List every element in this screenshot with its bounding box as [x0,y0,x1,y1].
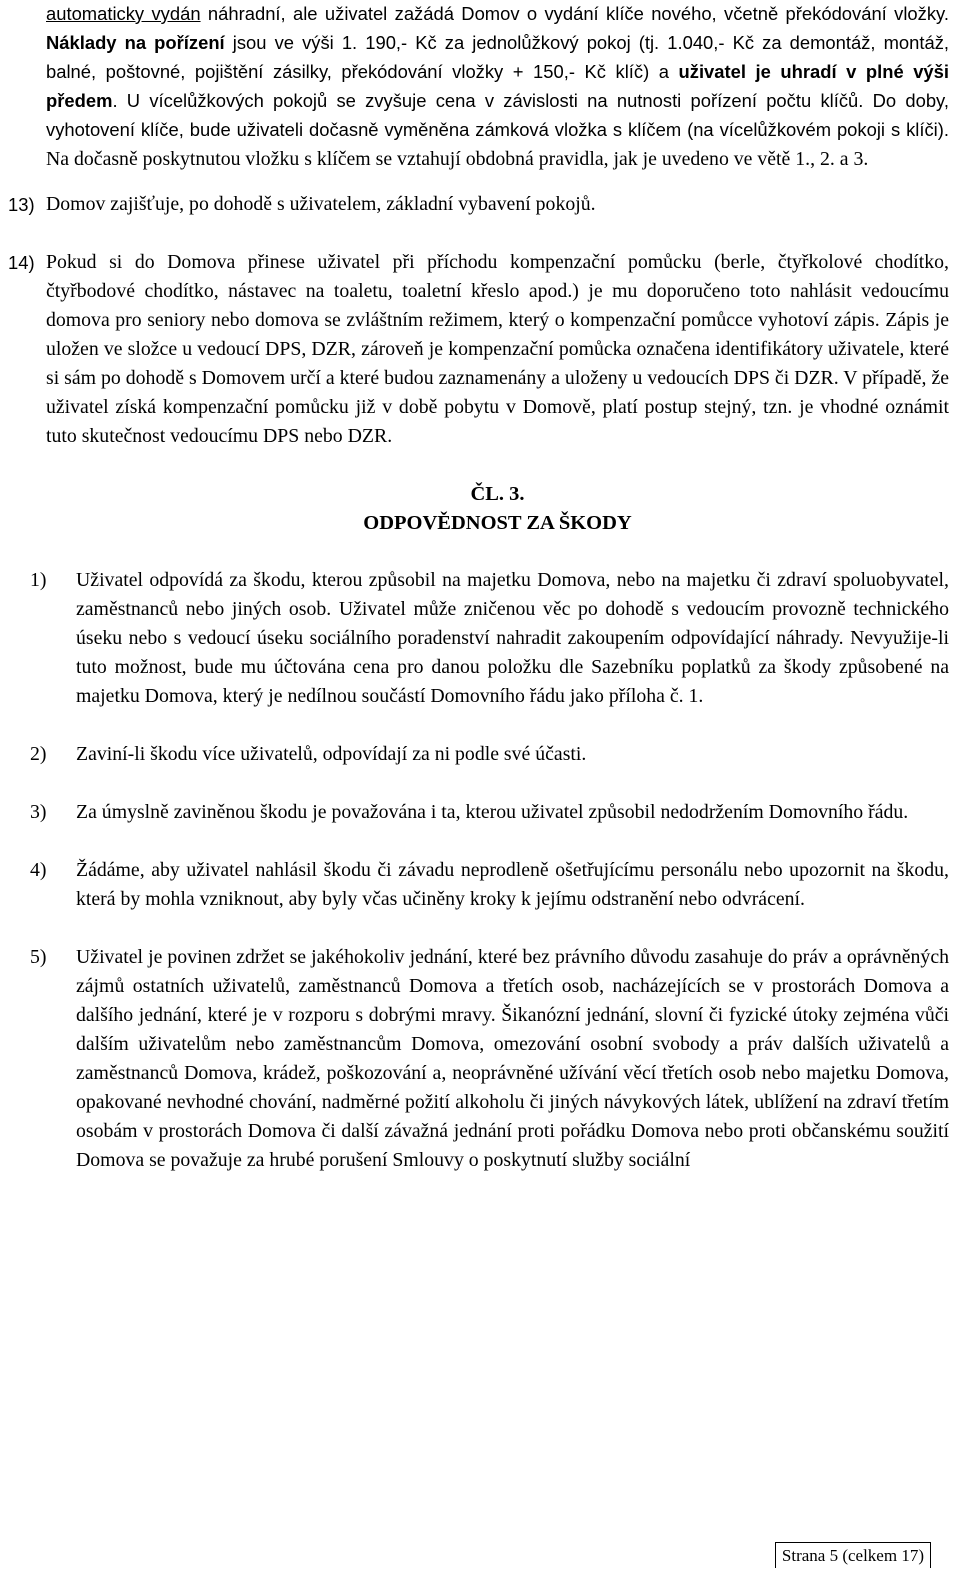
list-item-14 [8,248,949,451]
list-item-13 [8,190,949,219]
item-text: Žádáme, aby uživatel nahlásil škodu či závadu neprodleně ošetřujícímu personálu nebo upozornit na škodu, která by mohla vzniknout, aby byly včas učiněny kroky k jejímu odstranění nebo odvrácení. [76,859,949,910]
article-heading [46,480,949,538]
item-text: Zaviní-li škodu více uživatelů, odpovídají za ni podle své účasti. [76,743,587,765]
item-text: Za úmyslně zaviněnou škodu je považována i ta, kterou uživatel způsobil nedodržením Domovního řádu. [76,801,909,823]
item-text: Uživatel je povinen zdržet se jakéhokoliv jednání, které bez právního důvodu zasahuje do práv a oprávněných zájmů ostatních uživatelů, zaměstnanců Domova a třetích osob, nacházejících se v prostorách Domova a dalšího jednání, které je v rozporu s dobrými mravy. Šikanózní jednání, slovní či fyzické útoky zejména vůči dalším uživatelům nebo zaměstnancům Domova, omezování osobní svobody a práv dalších uživatelů a zaměstnanců Domova, krádež, poškozování a, neoprávněné užívání věcí třetích osob nebo majetku Domova, opakované nevhodné chování, nadměrné požití alkoholu či jiných návykových látek, ublížení na zdraví třetím osobám v prostorách Domova či další závažná jednání proti pořádku Domova nebo proti občanskému soužití Domova se považuje za hrubé porušení Smlouvy o poskytnutí služby sociální [76,946,949,1171]
article-item-1 [30,566,949,711]
article-item-3 [30,798,949,827]
bold-phrase: uživatel je uhradí v plné výši předem [46,61,949,111]
article-title: ODPOVĚDNOST ZA ŠKODY [363,512,632,534]
item-text: Domov zajišťuje, po dohodě s uživatelem, základní vybavení pokojů. [46,193,596,215]
item-text: Uživatel odpovídá za škodu, kterou způsobil na majetku Domova, nebo na majetku či zdraví spoluobyvatel, zaměstnanců nebo jiných osob. Uživatel může zničenou věc po dohodě s vedoucím provozně technického úseku nebo s vedoucí úseku sociálního poradenství nahradit zakoupením odpovídající náhrady. Nevyužije-li tuto možnost, bude mu účtována cena pro danou položku dle Sazebníku poplatků za škody způsobené na majetku Domova, který je nedílnou součástí Domovního řádu jako příloha č. 1. [76,569,949,707]
text-run: náhradní, ale uživatel zažádá Domov o vydání klíče nového, včetně překódování vložky. [200,3,949,24]
page-content [8,0,950,1175]
text-run: Na dočasně poskytnutou vložku s klíčem se vztahují obdobná pravidla, jak je uvedeno ve větě 1., 2. a 3. [46,148,869,170]
continuation-paragraph [46,0,949,174]
article-item-4 [30,856,949,914]
item-text: Pokud si do Domova přinese uživatel při příchodu kompenzační pomůcku (berle, čtyřkolové chodítko, čtyřbodové chodítko, nástavec na toaletu, toaletní křeslo apod.) je mu doporučeno toto nahlásit vedoucímu domova pro seniory nebo domova se zvláštním režimem, který o kompenzační pomůcce vyhotoví zápis. Zápis je uložen ve složce u vedoucí DPS, DZR, zároveň je kompenzační pomůcka označena identifikátory uživatele, které si sám po dohodě s Domovem určí a které budou zaznamenány a uloženy u vedoucích DPS či DZR. V případě, že uživatel získá kompenzační pomůcku již v době pobytu v Domově, platí postup stejný, tzn. je vhodné oznámit tuto skutečnost vedoucímu DPS nebo DZR. [46,251,949,447]
item-number: 14) [8,252,35,273]
underlined-phrase: automaticky vydán [46,3,201,24]
item-number: 13) [8,194,35,215]
article-item-2 [30,740,949,769]
article-item-5 [30,943,949,1175]
item-number: 1) [30,569,47,591]
article-number: ČL. 3. [470,483,525,505]
article-items [30,566,949,1175]
item-number: 3) [30,801,47,823]
bold-phrase: Náklady na pořízení [46,32,225,53]
page-number-footer: Strana 5 (celkem 17) [775,1542,931,1568]
text-run: jsou ve výši 1. 190,- Kč za jednolůžkový pokoj (tj. 1.040,- Kč za demontáž, montáž, balné, poštovné, pojištění zásilky, překódování vložky + 150,- Kč klíč) a [46,32,950,82]
text-run: . U vícelůžkových pokojů se zvyšuje cena v závislosti na nutnosti pořízení počtu klíčů. Do doby, vyhotovení klíče, bude uživateli dočasně vyměněna zámková vložka s klíčem (na vícelůžkovém pokoji s klíči). [46,90,949,140]
item-number: 2) [30,743,47,765]
item-number: 5) [30,946,47,968]
item-number: 4) [30,859,47,881]
